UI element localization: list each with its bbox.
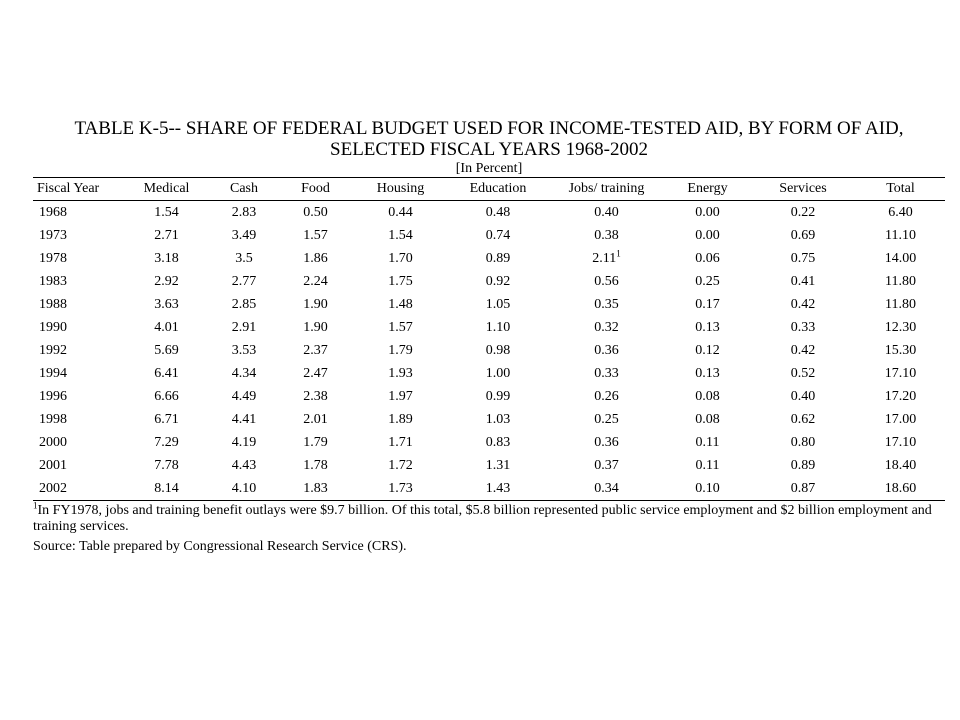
table-cell: [448, 362, 548, 385]
table-cell: [548, 454, 665, 477]
table-cell: [548, 362, 665, 385]
table-cell: [665, 293, 750, 316]
table-cell: [448, 454, 548, 477]
fiscal-year-cell: [33, 201, 123, 225]
cell-value: 1.75: [388, 273, 413, 289]
fiscal-year-cell: [33, 362, 123, 385]
notes: [33, 500, 945, 555]
table-cell: [278, 362, 353, 385]
cell-value: 1968: [39, 204, 67, 220]
cell-value: 0.32: [594, 319, 619, 335]
table-cell: [123, 477, 210, 501]
cell-value: 6.40: [888, 204, 913, 220]
cell-value: 18.60: [884, 480, 917, 496]
cell-value: 0.44: [388, 204, 413, 220]
column-header: Jobs/ training: [548, 178, 665, 201]
table-cell: [448, 270, 548, 293]
cell-value: 0.08: [695, 388, 720, 404]
table-cell: [856, 362, 945, 385]
table-cell: [210, 431, 278, 454]
column-header: Energy: [665, 178, 750, 201]
document: [33, 118, 945, 555]
cell-value: 11.80: [885, 273, 916, 289]
cell-value: 17.00: [884, 411, 917, 427]
table-cell: [665, 431, 750, 454]
cell-value: 4.49: [231, 388, 257, 404]
table-row: [33, 408, 945, 431]
table-cell: [856, 477, 945, 501]
cell-value: 14.00: [884, 250, 917, 266]
cell-value: 1.05: [485, 296, 511, 312]
table-cell: [278, 316, 353, 339]
table-cell: [750, 224, 856, 247]
footnote-marker: 1: [33, 500, 38, 511]
cell-value: 11.80: [885, 296, 916, 312]
fiscal-year-cell: [33, 339, 123, 362]
cell-value: 17.10: [884, 434, 917, 450]
cell-value: 1.43: [485, 480, 511, 496]
cell-value: 0.74: [485, 227, 511, 243]
cell-value: 2.38: [303, 388, 328, 404]
header-row: [33, 178, 945, 201]
table-cell: [210, 362, 278, 385]
table-cell: [856, 293, 945, 316]
table-row: [33, 316, 945, 339]
cell-value: 0.00: [695, 204, 720, 220]
table-cell: [665, 339, 750, 362]
cell-value: 2.91: [231, 319, 257, 335]
table-cell: [856, 339, 945, 362]
table-title-line-1: TABLE K-5-- SHARE OF FEDERAL BUDGET USED FOR INCOME-TESTED AID, BY FORM OF AID,: [74, 118, 904, 139]
cell-value: 0.12: [695, 342, 720, 358]
table-cell: [750, 431, 856, 454]
cell-value: 2000: [39, 434, 67, 450]
table-cell: [750, 408, 856, 431]
cell-value: 0.99: [485, 388, 511, 404]
table-cell: [548, 339, 665, 362]
table-cell: [448, 385, 548, 408]
cell-value: 0.34: [594, 480, 619, 496]
cell-value: 0.13: [695, 319, 720, 335]
cell-value: 1.83: [303, 480, 328, 496]
column-header: Housing: [353, 178, 448, 201]
table-cell: [750, 247, 856, 270]
table-cell: [448, 431, 548, 454]
table-cell: [123, 385, 210, 408]
table-cell: [665, 408, 750, 431]
table-cell: [448, 408, 548, 431]
cell-value: 0.00: [695, 227, 720, 243]
table-cell: [353, 477, 448, 501]
table-cell: [856, 316, 945, 339]
table-cell: [548, 224, 665, 247]
table-cell: [750, 454, 856, 477]
cell-value: 0.62: [790, 411, 816, 427]
table-cell: [448, 224, 548, 247]
table-row: [33, 339, 945, 362]
table-cell: [278, 454, 353, 477]
table-cell: [123, 431, 210, 454]
table-cell: [665, 270, 750, 293]
table-body: [33, 201, 945, 501]
table-cell: [278, 293, 353, 316]
table-row: [33, 385, 945, 408]
cell-value: 8.14: [154, 480, 179, 496]
cell-value: 0.33: [594, 365, 619, 381]
cell-value: 3.53: [231, 342, 257, 358]
table-cell: [548, 247, 665, 270]
cell-value: 1990: [39, 319, 67, 335]
table-cell: [750, 293, 856, 316]
table-cell: [750, 339, 856, 362]
cell-value: 0.40: [594, 204, 619, 220]
cell-value: 0.35: [594, 296, 619, 312]
table-cell: [448, 201, 548, 225]
cell-value: 0.69: [790, 227, 816, 243]
cell-value: 0.52: [790, 365, 816, 381]
table-cell: [750, 477, 856, 501]
table-cell: [750, 316, 856, 339]
cell-value: 0.87: [790, 480, 816, 496]
cell-value: 1.54: [388, 227, 413, 243]
cell-value: 1978: [39, 250, 67, 266]
cell-value: 17.20: [884, 388, 917, 404]
fiscal-year-cell: [33, 316, 123, 339]
table-cell: [548, 293, 665, 316]
cell-value: 1.73: [388, 480, 413, 496]
table-row: [33, 270, 945, 293]
cell-value: 2.92: [154, 273, 179, 289]
table-cell: [548, 270, 665, 293]
table-cell: [353, 224, 448, 247]
cell-value: 2.83: [231, 204, 257, 220]
cell-value: 1.57: [303, 227, 328, 243]
table-cell: [856, 247, 945, 270]
cell-value: 0.48: [485, 204, 511, 220]
cell-value: 2.71: [154, 227, 179, 243]
cell-value: 6.66: [154, 388, 179, 404]
cell-value: 2.37: [303, 342, 328, 358]
cell-value: 12.30: [884, 319, 917, 335]
fiscal-year-cell: [33, 270, 123, 293]
cell-value: 2.01: [303, 411, 328, 427]
fiscal-year-cell: [33, 224, 123, 247]
cell-value: 3.5: [235, 250, 253, 266]
table-row: [33, 247, 945, 270]
cell-value: 1.48: [388, 296, 413, 312]
table-cell: [353, 339, 448, 362]
cell-value: 0.06: [695, 250, 720, 266]
cell-value: 1.90: [303, 296, 328, 312]
table-cell: [210, 247, 278, 270]
column-header: Medical: [123, 178, 210, 201]
cell-value: 1.79: [388, 342, 413, 358]
table-cell: [448, 293, 548, 316]
fiscal-year-cell: [33, 408, 123, 431]
table-row: [33, 454, 945, 477]
cell-value: 0.41: [790, 273, 816, 289]
cell-value: 7.29: [154, 434, 179, 450]
table-cell: [210, 339, 278, 362]
cell-value: 1996: [39, 388, 67, 404]
table-row: [33, 201, 945, 225]
table-cell: [123, 201, 210, 225]
table-cell: [210, 477, 278, 501]
cell-value: 17.10: [884, 365, 917, 381]
cell-value: 0.89: [790, 457, 816, 473]
column-header: Services: [750, 178, 856, 201]
table-cell: [210, 385, 278, 408]
footnote-text: In FY1978, jobs and training benefit outlays were $9.7 billion. Of this total, $5.8 billion represented public service employment and $2 billion employment and training services.: [33, 503, 932, 534]
table-cell: [548, 477, 665, 501]
table-cell: [123, 270, 210, 293]
cell-value: 1994: [39, 365, 67, 381]
cell-value: 2.77: [231, 273, 257, 289]
table-cell: [665, 477, 750, 501]
cell-value: 4.34: [231, 365, 257, 381]
table-cell: [448, 477, 548, 501]
table-cell: [123, 247, 210, 270]
cell-value: 4.01: [154, 319, 179, 335]
cell-value: 0.56: [594, 273, 619, 289]
table-cell: [353, 362, 448, 385]
table-cell: [856, 454, 945, 477]
table-cell: [750, 362, 856, 385]
cell-value: 11.10: [885, 227, 916, 243]
cell-value: 0.38: [594, 227, 619, 243]
cell-value: 0.11: [695, 434, 720, 450]
cell-value: 2.85: [231, 296, 257, 312]
cell-value: 0.13: [695, 365, 720, 381]
footnote: [33, 500, 945, 535]
column-header: Fiscal Year: [33, 178, 123, 201]
cell-value: 1.31: [485, 457, 511, 473]
fiscal-year-cell: [33, 293, 123, 316]
source-note: Source: Table prepared by Congressional Research Service (CRS).: [33, 539, 407, 554]
cell-value: 0.17: [695, 296, 720, 312]
table-cell: [210, 270, 278, 293]
cell-value: 2001: [39, 457, 67, 473]
table-cell: [353, 247, 448, 270]
table-cell: [210, 293, 278, 316]
table-cell: [448, 316, 548, 339]
table-cell: [353, 270, 448, 293]
cell-value: 7.78: [154, 457, 179, 473]
cell-value: 1998: [39, 411, 67, 427]
table-cell: [353, 316, 448, 339]
cell-value: 4.41: [231, 411, 257, 427]
table-cell: [210, 201, 278, 225]
fiscal-year-cell: [33, 247, 123, 270]
cell-value: 0.26: [594, 388, 619, 404]
table-cell: [856, 385, 945, 408]
table-row: [33, 362, 945, 385]
cell-value: 2.47: [303, 365, 328, 381]
table-cell: [278, 201, 353, 225]
table-cell: [548, 316, 665, 339]
table-cell: [665, 362, 750, 385]
cell-value: 4.19: [231, 434, 257, 450]
cell-value: 0.89: [485, 250, 511, 266]
column-header: Total: [856, 178, 945, 201]
cell-value: 1.10: [485, 319, 511, 335]
cell-value: 0.75: [790, 250, 816, 266]
table-cell: [278, 385, 353, 408]
table-cell: [750, 201, 856, 225]
cell-value: 15.30: [884, 342, 917, 358]
cell-value: 3.63: [154, 296, 179, 312]
cell-value: 1.86: [303, 250, 328, 266]
cell-value: 1988: [39, 296, 67, 312]
column-header: Food: [278, 178, 353, 201]
fiscal-year-cell: [33, 431, 123, 454]
cell-value: 0.83: [485, 434, 511, 450]
unit-note: [In Percent]: [455, 161, 523, 176]
table-cell: [123, 339, 210, 362]
cell-value: 1.89: [388, 411, 413, 427]
table-cell: [856, 270, 945, 293]
cell-value: 0.36: [594, 342, 619, 358]
cell-value: 0.10: [695, 480, 720, 496]
table-title-line-2: SELECTED FISCAL YEARS 1968-2002: [330, 139, 648, 160]
cell-value: 1992: [39, 342, 67, 358]
table-cell: [278, 408, 353, 431]
table-cell: [123, 224, 210, 247]
cell-value: 0.80: [790, 434, 816, 450]
table-cell: [856, 408, 945, 431]
table-cell: [665, 385, 750, 408]
table-cell: [665, 224, 750, 247]
cell-value: 0.98: [485, 342, 511, 358]
cell-value: 1.70: [388, 250, 413, 266]
cell-value: 2.11: [592, 250, 617, 266]
cell-value: 6.41: [154, 365, 179, 381]
column-header: Cash: [210, 178, 278, 201]
cell-value: 0.33: [790, 319, 816, 335]
cell-value: 1973: [39, 227, 67, 243]
cell-value: 0.40: [790, 388, 816, 404]
table-cell: [353, 431, 448, 454]
cell-value: 2002: [39, 480, 67, 496]
table-cell: [123, 316, 210, 339]
cell-value: 18.40: [884, 457, 917, 473]
table-row: [33, 431, 945, 454]
cell-value: 0.92: [485, 273, 511, 289]
cell-value: 3.18: [154, 250, 179, 266]
cell-value: 0.25: [695, 273, 720, 289]
table-cell: [278, 339, 353, 362]
cell-footnote-marker: 1: [616, 247, 621, 258]
cell-value: 0.25: [594, 411, 619, 427]
cell-value: 1.54: [154, 204, 179, 220]
cell-value: 1.71: [388, 434, 413, 450]
table-cell: [123, 293, 210, 316]
table-cell: [448, 339, 548, 362]
table-cell: [750, 270, 856, 293]
cell-value: 1983: [39, 273, 67, 289]
table-cell: [123, 454, 210, 477]
table-cell: [278, 270, 353, 293]
cell-value: 5.69: [154, 342, 179, 358]
table-cell: [548, 385, 665, 408]
table-cell: [665, 201, 750, 225]
cell-value: 1.97: [388, 388, 413, 404]
table-cell: [210, 316, 278, 339]
cell-value: 0.36: [594, 434, 619, 450]
table-cell: [278, 224, 353, 247]
cell-value: 3.49: [231, 227, 257, 243]
table-row: [33, 224, 945, 247]
cell-value: 0.11: [695, 457, 720, 473]
table-cell: [353, 201, 448, 225]
fiscal-year-cell: [33, 477, 123, 501]
table-cell: [548, 408, 665, 431]
cell-value: 4.10: [231, 480, 257, 496]
cell-value: 0.42: [790, 296, 816, 312]
table-cell: [665, 316, 750, 339]
table-cell: [210, 408, 278, 431]
table-cell: [448, 247, 548, 270]
table-row: [33, 293, 945, 316]
table-cell: [210, 224, 278, 247]
table-cell: [353, 454, 448, 477]
cell-value: 1.00: [485, 365, 511, 381]
cell-value: 4.43: [231, 457, 257, 473]
fiscal-year-cell: [33, 454, 123, 477]
table-cell: [665, 454, 750, 477]
cell-value: 1.79: [303, 434, 328, 450]
table-cell: [750, 385, 856, 408]
cell-value: 0.50: [303, 204, 328, 220]
table-cell: [278, 247, 353, 270]
cell-value: 6.71: [154, 411, 179, 427]
table-cell: [353, 408, 448, 431]
cell-value: 1.57: [388, 319, 413, 335]
table-row: [33, 477, 945, 501]
table-cell: [856, 224, 945, 247]
cell-value: 0.42: [790, 342, 816, 358]
cell-value: 1.72: [388, 457, 413, 473]
table-cell: [210, 454, 278, 477]
table-cell: [665, 247, 750, 270]
cell-value: 0.37: [594, 457, 619, 473]
table-cell: [123, 408, 210, 431]
cell-value: 1.90: [303, 319, 328, 335]
table-cell: [278, 477, 353, 501]
table-cell: [856, 431, 945, 454]
cell-value: 1.93: [388, 365, 413, 381]
fiscal-year-cell: [33, 385, 123, 408]
table-cell: [353, 293, 448, 316]
cell-value: 1.78: [303, 457, 328, 473]
cell-value: 0.22: [790, 204, 816, 220]
table-cell: [353, 385, 448, 408]
table-cell: [123, 362, 210, 385]
table-cell: [548, 201, 665, 225]
table-cell: [548, 431, 665, 454]
table-cell: [278, 431, 353, 454]
cell-value: 1.03: [485, 411, 511, 427]
column-header: Education: [448, 178, 548, 201]
cell-value: 0.08: [695, 411, 720, 427]
data-table: [33, 177, 945, 501]
cell-value: 2.24: [303, 273, 328, 289]
table-cell: [856, 201, 945, 225]
